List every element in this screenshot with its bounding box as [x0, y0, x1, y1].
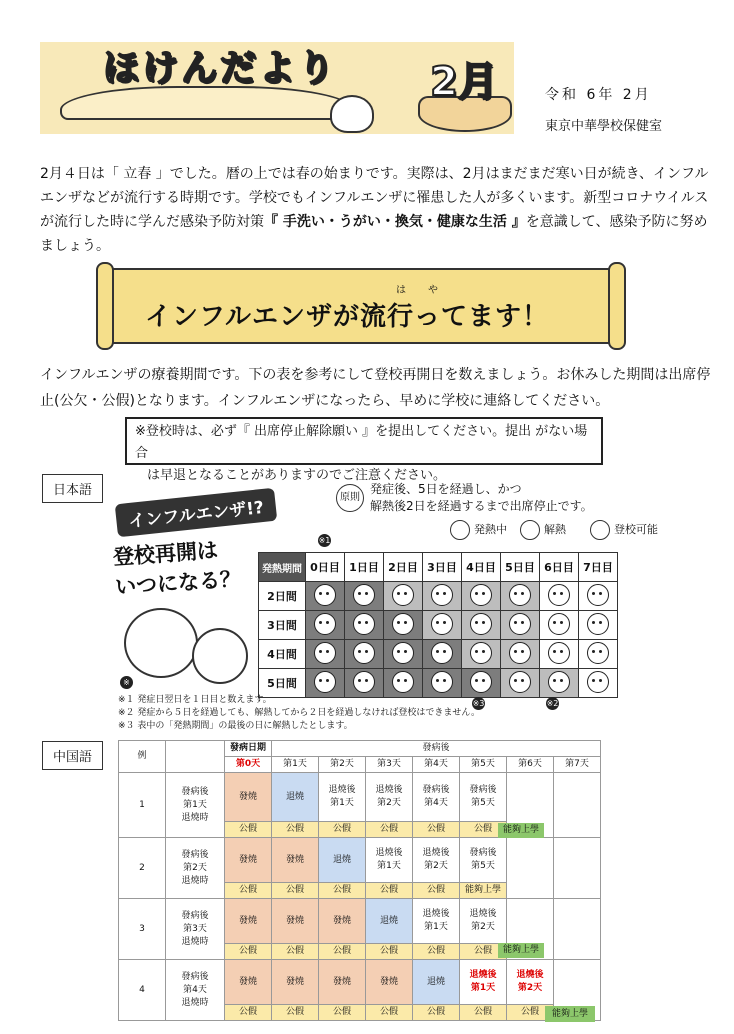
recovered-face-icon	[548, 671, 570, 693]
grid-cell	[540, 640, 579, 669]
zh-can-go-1: 能夠上學	[498, 823, 544, 838]
grid-cell	[345, 611, 384, 640]
zh-cell: 退燒後 第2天	[413, 838, 460, 883]
grid-cell	[462, 582, 501, 611]
zh-day: 第7天	[554, 757, 601, 773]
row-label: 5日間	[259, 669, 306, 698]
grid-cell	[306, 582, 345, 611]
notice-box	[125, 417, 603, 483]
zh-leave: 公假	[413, 822, 460, 838]
zh-day: 第4天	[413, 757, 460, 773]
zh-row	[119, 773, 601, 822]
when-line-2: いつになる？	[114, 566, 242, 600]
zh-row-number: 2	[119, 838, 166, 899]
rule-text	[370, 481, 593, 515]
influenza-badge: インフルエンザ!?	[115, 488, 278, 538]
fever-face-icon	[392, 642, 414, 664]
quarantine-paragraph: インフルエンザの療養期間です。下の表を参考にして登校再開日を数えましょう。お休みした期間は出席停止(公欠・公假)となります。インフルエンザになったら、早めに学校に連絡してください。	[40, 367, 711, 409]
zh-day: 第5天	[460, 757, 507, 773]
grid-cell	[384, 582, 423, 611]
newsletter-title: ほけんだより	[103, 48, 338, 89]
zh-leave: 公假	[225, 944, 272, 960]
zh-row	[119, 899, 601, 944]
zh-row	[119, 838, 601, 883]
rule-line-1: 発症後、5日を経過し、かつ	[370, 482, 522, 496]
zh-cell-recover: 退燒	[366, 899, 413, 944]
fever-face-icon	[353, 671, 375, 693]
intro-emphasis: 『 手洗い・うがい・換気・健康な生活 』	[264, 214, 526, 230]
day-header: 1日目	[345, 553, 384, 582]
grid-cell	[540, 582, 579, 611]
zh-cell: 退燒後 第2天	[366, 773, 413, 822]
grid-cell	[306, 611, 345, 640]
fever-face-icon	[392, 671, 414, 693]
zh-cell	[554, 773, 601, 838]
zh-leave: 公假	[460, 944, 507, 960]
zh-cell-fever: 發燒	[272, 838, 319, 883]
zh-cell-fever: 發燒	[225, 899, 272, 944]
zh-leave: 公假	[460, 1005, 507, 1021]
zh-leave: 公假	[272, 883, 319, 899]
recovered-face-icon	[509, 642, 531, 664]
zh-day: 第2天	[319, 757, 366, 773]
school-name: 東京中華學校保健室	[545, 119, 663, 134]
grid-cell	[579, 669, 618, 698]
grid-corner: 発熱期間	[259, 553, 306, 582]
rule-line-2: 解熱後2日を経過するまで出席停止です。	[370, 499, 593, 513]
zh-can-go-4: 能夠上學	[545, 1006, 595, 1022]
legend-school	[590, 520, 658, 540]
school-face-icon	[590, 520, 610, 540]
kotatsu-illustration	[60, 86, 354, 120]
school-face-icon	[587, 671, 609, 693]
zh-leave: 公假	[272, 822, 319, 838]
day-header: 3日目	[423, 553, 462, 582]
zh-leave: 公假	[413, 1005, 460, 1021]
zh-leave: 公假	[319, 883, 366, 899]
when-line-1: 登校再開は	[112, 538, 219, 570]
zh-leave: 公假	[225, 883, 272, 899]
legend-recovered-label: 解熱	[544, 523, 566, 536]
zh-cell: 退燒後 第2天	[460, 899, 507, 944]
zh-row-label: 發病後 第2天 退燒時	[166, 838, 225, 899]
grid-cell	[423, 611, 462, 640]
intro-paragraph	[40, 162, 720, 258]
marker-note-1: ※1	[318, 536, 331, 545]
zh-leave: 公假	[272, 1005, 319, 1021]
zh-cell-fever: 發燒	[225, 773, 272, 822]
zh-cell-fever: 發燒	[272, 899, 319, 944]
day-header: 7日目	[579, 553, 618, 582]
grid-cell	[462, 611, 501, 640]
newsletter-month: 2月	[430, 59, 498, 105]
grid-cell	[579, 582, 618, 611]
zh-row-label: 發病後 第1天 退燒時	[166, 773, 225, 838]
zh-leave: 公假	[319, 1005, 366, 1021]
recovered-face-icon	[509, 584, 531, 606]
zh-blank-header	[166, 741, 225, 773]
recovered-face-icon	[470, 642, 492, 664]
zh-after-header: 發病後	[272, 741, 601, 757]
day-header: 0日目	[306, 553, 345, 582]
fever-face-icon	[314, 613, 336, 635]
grid-cell	[501, 640, 540, 669]
fever-face-icon	[353, 613, 375, 635]
zh-onset-header: 發病日期	[225, 741, 272, 757]
zh-day0: 第0天	[225, 757, 272, 773]
grid-cell	[501, 611, 540, 640]
legend-fever	[450, 520, 507, 540]
cat-illustration	[330, 95, 374, 133]
zh-cell-recover: 退燒	[319, 838, 366, 883]
grid-cell	[423, 640, 462, 669]
zh-cell-fever: 發燒	[319, 899, 366, 944]
grid-cell	[384, 611, 423, 640]
fever-face-icon	[392, 613, 414, 635]
zh-row-label: 發病後 第3天 退燒時	[166, 899, 225, 960]
zh-leave: 公假	[366, 1005, 413, 1021]
zh-cell	[507, 838, 554, 899]
grid-row	[259, 611, 618, 640]
zh-leave: 公假	[507, 1005, 554, 1021]
zh-row-number: 1	[119, 773, 166, 838]
recovered-face-icon	[470, 584, 492, 606]
school-face-icon	[548, 613, 570, 635]
quarantine-grid	[258, 552, 618, 698]
zh-leave: 公假	[413, 883, 460, 899]
zh-cell-fever: 發燒	[272, 960, 319, 1005]
fever-face-icon	[470, 671, 492, 693]
fever-face-icon	[431, 671, 453, 693]
sick-child-illustration-2	[192, 628, 248, 684]
grid-cell	[579, 611, 618, 640]
language-label-japanese: 日本語	[42, 474, 103, 503]
language-label-chinese: 中国語	[42, 741, 103, 770]
marker-note-2: ※2	[546, 699, 559, 708]
zh-leave: 公假	[319, 944, 366, 960]
zh-leave: 公假	[413, 944, 460, 960]
school-face-icon	[587, 642, 609, 664]
note-3: ※３ 表中の「発熱期間」の最後の日に解熱したとします。	[118, 721, 353, 731]
zh-leave: 公假	[366, 944, 413, 960]
zh-example-header: 例	[119, 741, 166, 773]
chart-notes	[118, 694, 480, 733]
zh-leave: 公假	[225, 1005, 272, 1021]
notice-line-1: ※登校時は、必ず『 出席停止解除願い 』を提出してください。提出 がない場合	[135, 424, 588, 461]
fever-face-icon	[314, 642, 336, 664]
recovered-face-icon	[431, 613, 453, 635]
rule-badge: 原則	[336, 484, 364, 512]
zh-cell: 發病後 第5天	[460, 838, 507, 883]
zh-day: 第6天	[507, 757, 554, 773]
zh-leave: 公假	[366, 822, 413, 838]
zh-row-number: 4	[119, 960, 166, 1021]
section-heading: インフルエンザが流行ってます！	[145, 302, 549, 332]
day-header: 2日目	[384, 553, 423, 582]
recovered-face-icon	[509, 671, 531, 693]
sick-child-illustration	[124, 608, 198, 678]
zh-leave: 公假	[366, 883, 413, 899]
zh-cell-recover: 退燒	[413, 960, 460, 1005]
zh-cell-fever: 發燒	[225, 960, 272, 1005]
grid-cell	[540, 669, 579, 698]
zh-row	[119, 960, 601, 1005]
grid-header-row	[259, 553, 618, 582]
recovered-face-icon	[509, 613, 531, 635]
scroll-right-roll	[608, 262, 626, 350]
grid-cell	[423, 582, 462, 611]
zh-cell-fever: 發燒	[366, 960, 413, 1005]
zh-can-go-3: 能夠上學	[498, 943, 544, 958]
recovered-face-icon	[431, 584, 453, 606]
school-face-icon	[587, 584, 609, 606]
school-face-icon	[548, 584, 570, 606]
intro-text: 2月４日は「 立春 」でした。暦の上では春の始まりです。実際は、2月はまだまだ寒い日が続き、インフルエンザなどが流行する時期です。学校でもインフルエンザに罹患した人が多くいます。新型コロナウイルスが流行した時に学んだ感染予防対策	[40, 166, 709, 230]
zh-cell: 退燒後 第2天	[507, 960, 554, 1005]
school-face-icon	[587, 613, 609, 635]
intro-end: を意識して、感染予防に努めましょう。	[40, 214, 708, 254]
school-face-icon	[548, 642, 570, 664]
grid-cell	[579, 640, 618, 669]
zh-cell: 退燒後 第1天	[366, 838, 413, 883]
day-header: 4日目	[462, 553, 501, 582]
row-label: 3日間	[259, 611, 306, 640]
zh-row-label: 發病後 第4天 退燒時	[166, 960, 225, 1021]
zh-leave: 公假	[319, 822, 366, 838]
grid-row	[259, 582, 618, 611]
legend-fever-label: 発熱中	[474, 523, 507, 536]
zh-cell-fever: 發燒	[319, 960, 366, 1005]
zh-leave: 公假	[225, 822, 272, 838]
recovered-face-icon	[520, 520, 540, 540]
when-resume-heading	[112, 534, 242, 603]
recovered-face-icon	[470, 613, 492, 635]
grid-row	[259, 640, 618, 669]
scroll-ruby: はや	[396, 285, 460, 296]
row-label: 2日間	[259, 582, 306, 611]
zh-cell: 發病後 第4天	[413, 773, 460, 822]
notice-line-2: は早退となることがありますのでご注意ください。	[147, 468, 447, 483]
issue-date: 令和 6年 2月	[545, 87, 652, 103]
zh-cell-recover: 退燒	[272, 773, 319, 822]
day-header: 5日目	[501, 553, 540, 582]
legend-school-label: 登校可能	[614, 523, 658, 536]
grid-cell	[501, 669, 540, 698]
scroll-left-roll	[96, 262, 114, 350]
zh-cell: 退燒後 第1天	[460, 960, 507, 1005]
chinese-quarantine-table	[118, 740, 601, 1021]
zh-header-row	[119, 741, 601, 757]
zh-can-go: 能夠上學	[460, 883, 507, 899]
day-header: 6日目	[540, 553, 579, 582]
fever-face-icon	[353, 642, 375, 664]
zh-leave: 公假	[272, 944, 319, 960]
recovered-face-icon	[392, 584, 414, 606]
zh-cell	[554, 899, 601, 960]
fever-face-icon	[450, 520, 470, 540]
note-1: ※１ 発症日翌日を１日目と数えます。	[118, 695, 272, 705]
grid-cell	[501, 582, 540, 611]
zh-day: 第3天	[366, 757, 413, 773]
zh-cell	[554, 838, 601, 899]
fever-face-icon	[353, 584, 375, 606]
row-label: 4日間	[259, 640, 306, 669]
zh-day: 第1天	[272, 757, 319, 773]
grid-cell	[306, 640, 345, 669]
zh-cell: 退燒後 第1天	[319, 773, 366, 822]
zh-cell-fever: 發燒	[225, 838, 272, 883]
zh-cell: 發病後 第5天	[460, 773, 507, 822]
marker-note-side: ※	[120, 676, 133, 689]
zh-leave: 公假	[460, 822, 507, 838]
grid-cell	[462, 640, 501, 669]
grid-cell	[345, 640, 384, 669]
fever-face-icon	[314, 671, 336, 693]
fever-face-icon	[314, 584, 336, 606]
grid-cell	[384, 640, 423, 669]
fever-face-icon	[431, 642, 453, 664]
grid-cell	[540, 611, 579, 640]
marker-note-3: ※3	[472, 699, 485, 708]
note-2: ※２ 発症から５日を経過しても、解熱してから２日を経過しなければ登校はできません。	[118, 708, 480, 718]
zh-cell: 退燒後 第1天	[413, 899, 460, 944]
zh-row-number: 3	[119, 899, 166, 960]
grid-cell	[345, 582, 384, 611]
legend-recovered	[520, 520, 566, 540]
